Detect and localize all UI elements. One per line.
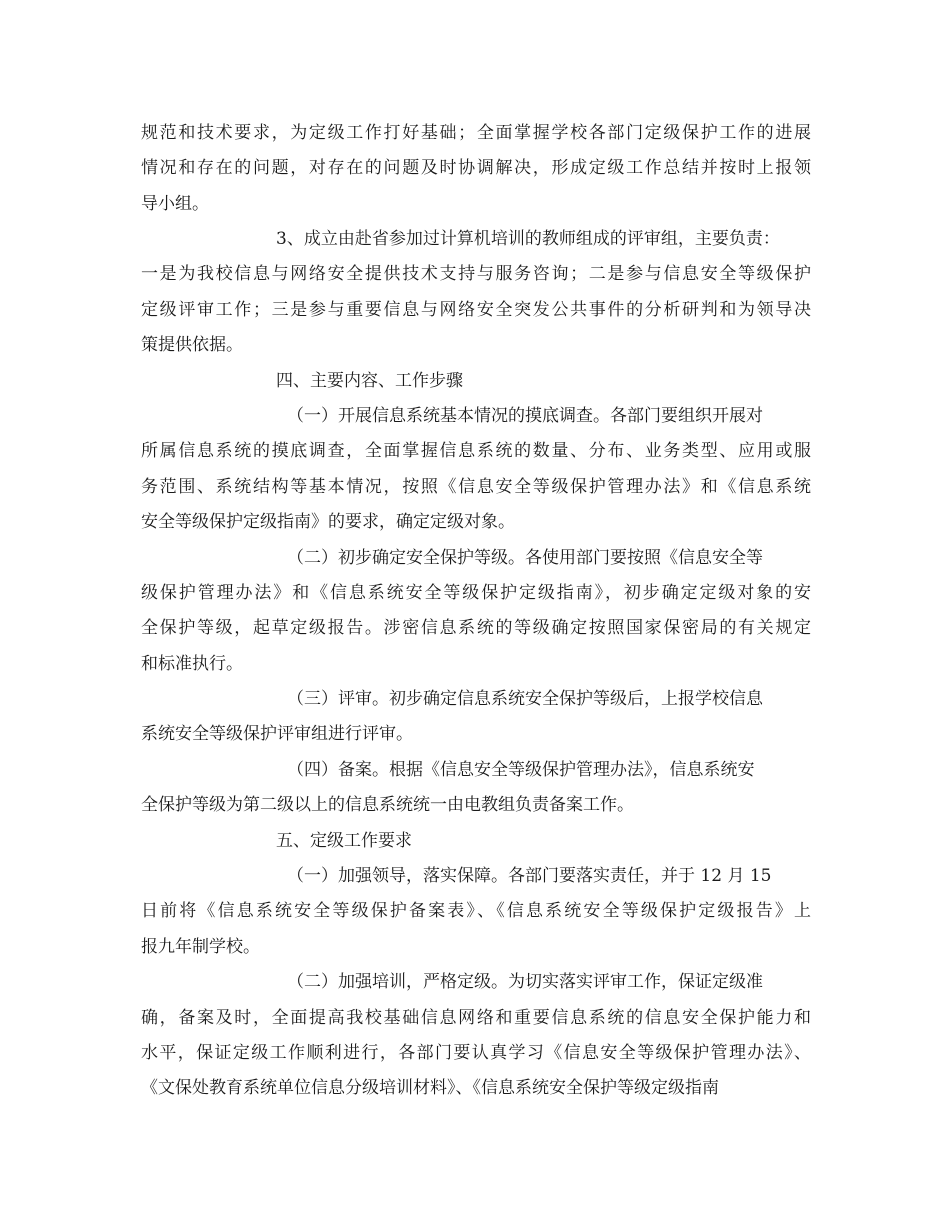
- text-line: （四）备案。根据《信息安全等级保护管理办法》，信息系统安: [287, 760, 755, 780]
- text-line: 情况和存在的问题，对存在的问题及时协调解决，形成定级工作总结并按时上报领: [141, 158, 811, 178]
- text-line: 一是为我校信息与网络安全提供技术支持与服务咨询；二是参与信息安全等级保护: [141, 264, 811, 284]
- text-line: 全保护等级为第二级以上的信息系统统一由电教组负责备案工作。: [141, 795, 634, 815]
- text-line: 3、成立由赴省参加过计算机培训的教师组成的评审组，主要负责：: [276, 229, 780, 249]
- text-line: 和标准执行。: [141, 654, 243, 674]
- text-line: 策提供依据。: [141, 335, 243, 355]
- section-heading: 五、定级工作要求: [276, 831, 412, 851]
- text-line: 所属信息系统的摸底调查，全面掌握信息系统的数量、分布、业务类型、应用或服: [141, 441, 811, 461]
- text-line: （一）开展信息系统基本情况的摸底调查。各部门要组织开展对: [287, 406, 763, 426]
- text-line: 安全等级保护定级指南》的要求，确定定级对象。: [141, 512, 515, 532]
- section-heading: 四、主要内容、工作步骤: [276, 371, 463, 391]
- text-line: 水平，保证定级工作顺利进行，各部门要认真学习《信息安全等级保护管理办法》、: [141, 1043, 811, 1063]
- text-line: 务范围、系统结构等基本情况，按照《信息安全等级保护管理办法》和《信息系统: [141, 477, 811, 497]
- text-line: 定级评审工作；三是参与重要信息与网络安全突发公共事件的分析研判和为领导决: [141, 300, 811, 320]
- text-line: 确，备案及时，全面提高我校基础信息网络和重要信息系统的信息安全保护能力和: [141, 1008, 811, 1028]
- text-line: （一）加强领导，落实保障。各部门要落实责任，并于 12 月 15: [287, 866, 772, 886]
- text-line: 全保护等级，起草定级报告。涉密信息系统的等级确定按照国家保密局的有关规定: [141, 618, 811, 638]
- text-line: 系统安全等级保护评审组进行评审。: [141, 724, 413, 744]
- text-line: 导小组。: [141, 194, 209, 214]
- text-line: 报九年制学校。: [141, 937, 260, 957]
- text-line: 《文保处教育系统单位信息分级培训材料》、《信息系统安全保护等级定级指南: [141, 1078, 719, 1098]
- text-line: （三）评审。初步确定信息系统安全保护等级后，上报学校信息: [287, 689, 763, 709]
- text-line: 规范和技术要求，为定级工作打好基础；全面掌握学校各部门定级保护工作的进展: [141, 123, 811, 143]
- text-line: 级保护管理办法》和《信息系统安全等级保护定级指南》，初步确定定级对象的安: [141, 583, 811, 603]
- text-line: （二）加强培训，严格定级。为切实落实评审工作，保证定级准: [287, 972, 763, 992]
- text-line: 日前将《信息系统安全等级保护备案表》、《信息系统安全等级保护定级报告》上: [141, 901, 811, 921]
- text-line: （二）初步确定安全保护等级。各使用部门要按照《信息安全等: [287, 548, 763, 568]
